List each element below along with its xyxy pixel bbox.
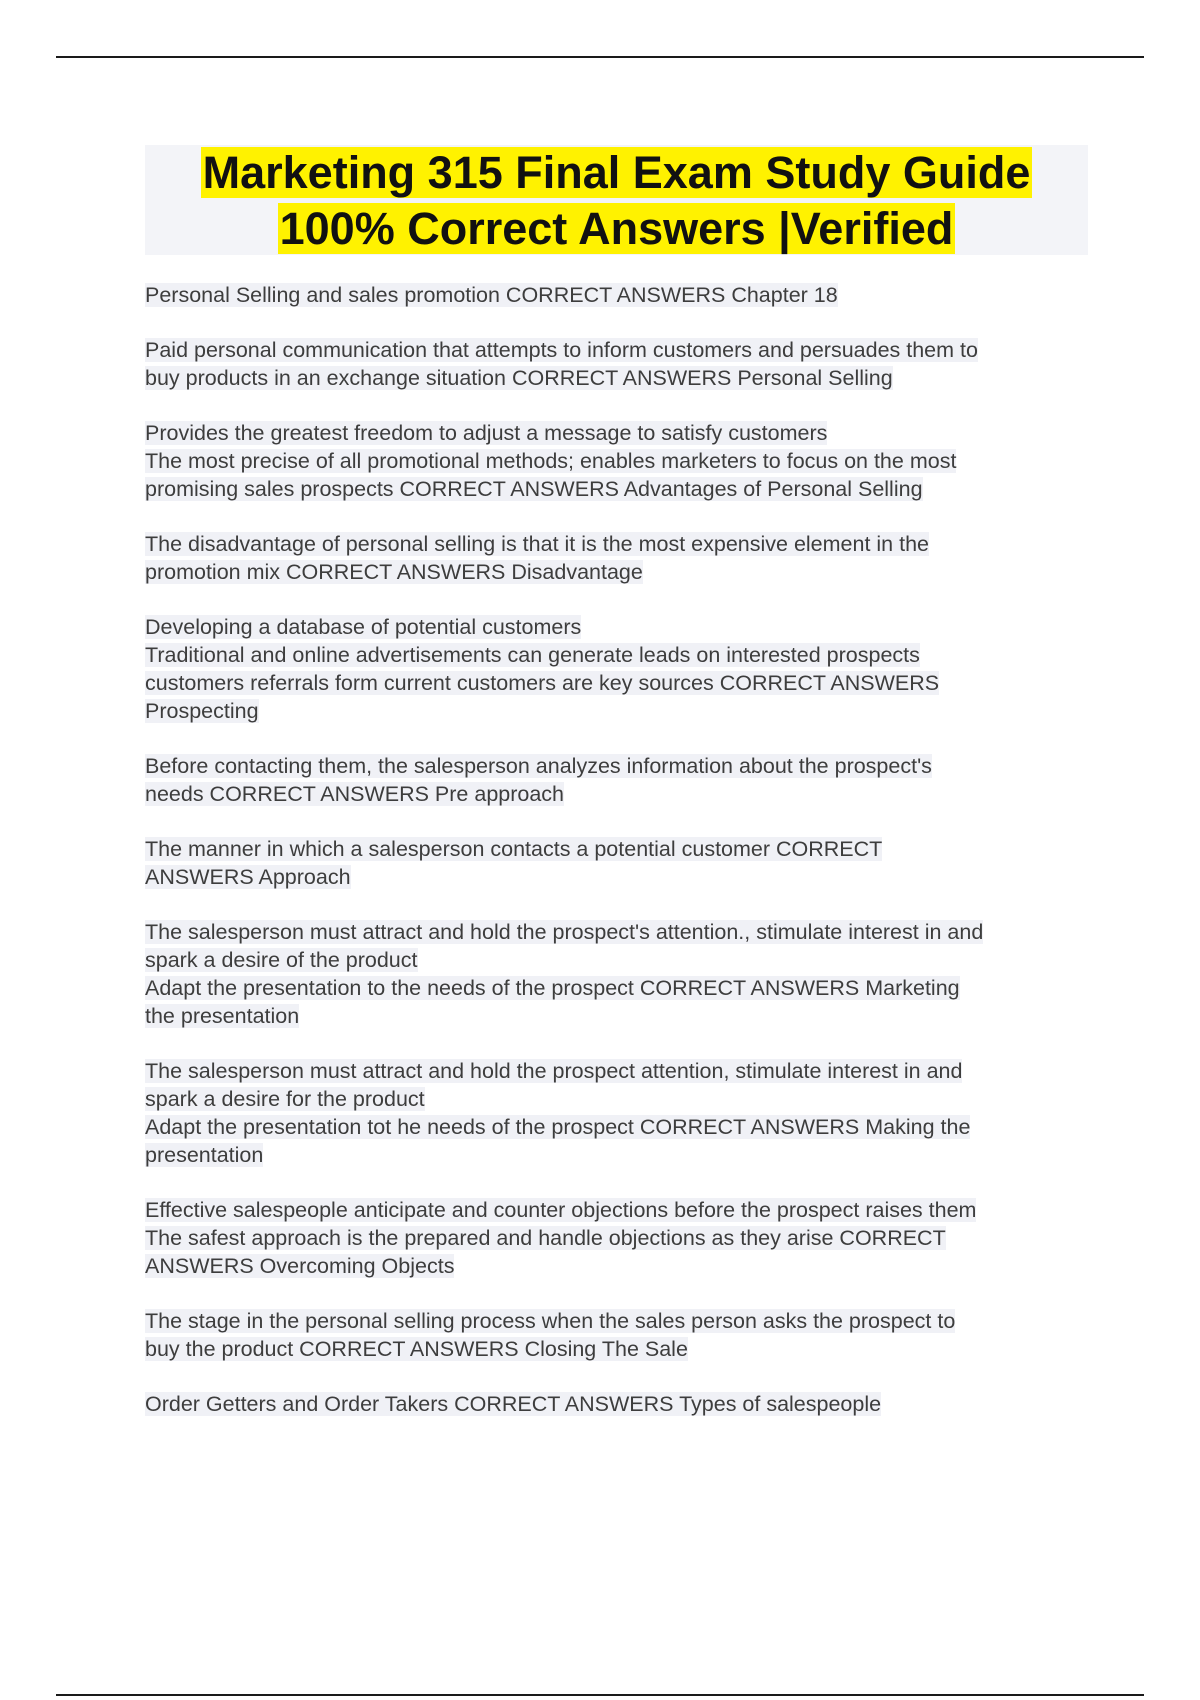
qa-line: the presentation	[145, 1004, 300, 1028]
qa-entry	[145, 336, 1095, 392]
qa-entry	[145, 835, 1095, 891]
qa-line: The salesperson must attract and hold the prospect's attention., stimulate interest in and	[145, 920, 984, 944]
qa-entry	[145, 281, 1095, 309]
qa-line: Before contacting them, the salesperson analyzes information about the prospect's	[145, 754, 932, 778]
qa-line: The most precise of all promotional methods; enables marketers to focus on the most	[145, 449, 957, 473]
qa-line: presentation	[145, 1143, 264, 1167]
qa-line: Adapt the presentation to the needs of the prospect CORRECT ANSWERS Marketing	[145, 976, 960, 1000]
qa-line: Developing a database of potential customers	[145, 615, 582, 639]
qa-entry	[145, 419, 1095, 503]
qa-line: ANSWERS Approach	[145, 865, 351, 889]
qa-line: needs CORRECT ANSWERS Pre approach	[145, 782, 565, 806]
qa-line: Order Getters and Order Takers CORRECT ANSWERS Types of salespeople	[145, 1392, 882, 1416]
qa-line: promising sales prospects CORRECT ANSWERS Advantages of Personal Selling	[145, 477, 923, 501]
document-title	[145, 145, 1088, 255]
qa-entry	[145, 1057, 1095, 1169]
header-rule	[56, 56, 1144, 58]
qa-line: The manner in which a salesperson contacts a potential customer CORRECT	[145, 837, 883, 861]
qa-line: Prospecting	[145, 699, 259, 723]
qa-line: Provides the greatest freedom to adjust a message to satisfy customers	[145, 421, 828, 445]
qa-line: buy products in an exchange situation CORRECT ANSWERS Personal Selling	[145, 366, 893, 390]
qa-line: The salesperson must attract and hold the prospect attention, stimulate interest in and	[145, 1059, 963, 1083]
qa-line: spark a desire for the product	[145, 1087, 425, 1111]
qa-entry	[145, 918, 1095, 1030]
qa-entry	[145, 530, 1095, 586]
qa-entry	[145, 1307, 1095, 1363]
document-body	[145, 281, 1095, 1445]
qa-line: Paid personal communication that attempts to inform customers and persuades them to	[145, 338, 978, 362]
qa-entry	[145, 752, 1095, 808]
qa-line: Adapt the presentation tot he needs of the prospect CORRECT ANSWERS Making the	[145, 1115, 971, 1139]
qa-line: promotion mix CORRECT ANSWERS Disadvantage	[145, 560, 643, 584]
qa-line: The disadvantage of personal selling is that it is the most expensive element in the	[145, 532, 930, 556]
footer-rule	[56, 1694, 1144, 1696]
qa-entry	[145, 1196, 1095, 1280]
qa-line: Effective salespeople anticipate and counter objections before the prospect raises them	[145, 1198, 977, 1222]
qa-line: spark a desire of the product	[145, 948, 418, 972]
qa-line: customers referrals form current customers are key sources CORRECT ANSWERS	[145, 671, 940, 695]
title-line-1: Marketing 315 Final Exam Study Guide	[202, 147, 1031, 198]
qa-line: The safest approach is the prepared and handle objections as they arise CORRECT	[145, 1226, 946, 1250]
qa-line: The stage in the personal selling process when the sales person asks the prospect to	[145, 1309, 956, 1333]
qa-line: Traditional and online advertisements can generate leads on interested prospects	[145, 643, 920, 667]
qa-line: Personal Selling and sales promotion CORRECT ANSWERS Chapter 18	[145, 283, 838, 307]
qa-line: ANSWERS Overcoming Objects	[145, 1254, 455, 1278]
qa-entry	[145, 1390, 1095, 1418]
title-line-2: 100% Correct Answers |Verified	[279, 203, 954, 254]
qa-line: buy the product CORRECT ANSWERS Closing The Sale	[145, 1337, 688, 1361]
qa-entry	[145, 613, 1095, 725]
